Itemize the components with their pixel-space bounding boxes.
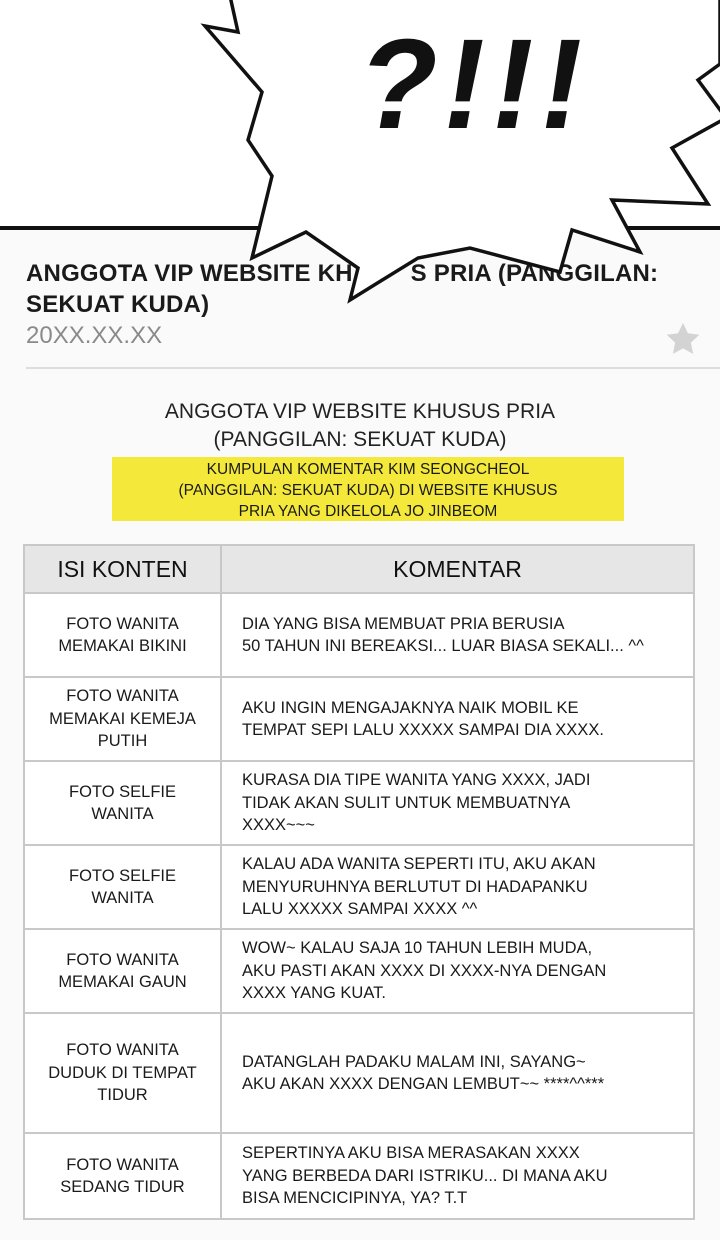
row-category: [24, 1133, 221, 1219]
highlight-caption: [112, 459, 624, 522]
table-row: [24, 845, 694, 929]
comment-line: MENYURUHNYA BERLUTUT DI HADAPANKU: [242, 877, 588, 896]
category-line: FOTO WANITA: [66, 950, 179, 969]
highlight-line2: (PANGGILAN: SEKUAT KUDA) DI WEBSITE KHUSUS: [178, 482, 558, 499]
table-header-row: [24, 545, 694, 593]
category-line: TIDUR: [97, 1086, 148, 1105]
bubble-exclaim: ?!!!: [347, 12, 603, 156]
comment-line: BISA MENCICIPINYA, YA? T.T: [242, 1189, 468, 1208]
category-line: MEMAKAI BIKINI: [58, 637, 187, 655]
comment-line: AKU PASTI AKAN XXXX DI XXXX-NYA DENGAN: [242, 961, 607, 980]
row-category: [24, 929, 221, 1013]
row-category: [24, 677, 221, 761]
table-row: [24, 1133, 694, 1219]
category-line: MEMAKAI GAUN: [58, 973, 187, 991]
table-row: [24, 761, 694, 845]
category-line: FOTO SELFIE: [69, 866, 176, 885]
comment-line: 50 TAHUN INI BEREAKSI... LUAR BIASA SEKALI... ^^: [242, 637, 644, 655]
content-heading-line2: (PANGGILAN: SEKUAT KUDA): [213, 428, 507, 451]
highlight-line1: KUMPULAN KOMENTAR KIM SEONGCHEOL: [206, 461, 530, 478]
row-comment: [221, 677, 694, 761]
table-row: [24, 593, 694, 677]
content-heading: [60, 398, 660, 454]
comment-line: AKU AKAN XXXX DENGAN LEMBUT~~ ****^^***: [242, 1075, 605, 1093]
comment-line: DIA YANG BISA MEMBUAT PRIA BERUSIA: [242, 614, 565, 633]
table-row: [24, 1013, 694, 1133]
post-title-line1-end: S PRIA (PANGGILAN:: [410, 260, 659, 287]
row-comment: [221, 761, 694, 845]
comment-line: TIDAK AKAN SULIT UNTUK MEMBUATNYA: [242, 793, 571, 812]
category-line: FOTO WANITA: [66, 1155, 179, 1174]
row-comment: [221, 1133, 694, 1219]
header-content: ISI KONTEN: [24, 545, 221, 593]
category-line: FOTO WANITA: [66, 1041, 179, 1060]
row-category: [24, 593, 221, 677]
category-line: SEDANG TIDUR: [60, 1178, 185, 1196]
comment-line: KURASA DIA TIPE WANITA YANG XXXX, JADI: [242, 771, 591, 790]
category-line: FOTO SELFIE: [69, 782, 176, 801]
post-title-line2: SEKUAT KUDA): [26, 291, 210, 318]
category-line: DUDUK DI TEMPAT: [48, 1063, 197, 1082]
header-comment: KOMENTAR: [221, 545, 694, 593]
comment-line: YANG BERBEDA DARI ISTRIKU... DI MANA AKU: [242, 1166, 608, 1185]
comment-line: XXXX~~~: [242, 816, 315, 835]
comment-line: LALU XXXXX SAMPAI XXXX ^^: [242, 900, 478, 919]
category-line: MEMAKAI KEMEJA: [49, 709, 196, 728]
post-divider: [26, 367, 720, 369]
comment-line: SEPERTINYA AKU BISA MERASAKAN XXXX: [242, 1144, 580, 1163]
content-heading-line1: ANGGOTA VIP WEBSITE KHUSUS PRIA: [164, 400, 556, 423]
comment-line: TEMPAT SEPI LALU XXXXX SAMPAI DIA XXXX.: [242, 721, 604, 739]
post-date: 20XX.XX.XX: [26, 322, 163, 349]
category-line: PUTIH: [97, 732, 148, 751]
row-category: [24, 761, 221, 845]
category-line: WANITA: [91, 889, 154, 907]
row-comment: [221, 845, 694, 929]
table-row: [24, 677, 694, 761]
row-category: [24, 845, 221, 929]
comment-line: WOW~ KALAU SAJA 10 TAHUN LEBIH MUDA,: [242, 939, 593, 958]
row-comment: [221, 1013, 694, 1133]
star-icon[interactable]: [664, 320, 702, 358]
comment-line: XXXX YANG KUAT.: [242, 984, 386, 1003]
category-line: FOTO WANITA: [66, 614, 179, 633]
row-category: [24, 1013, 221, 1133]
speech-bubble: [0, 0, 720, 320]
comment-line: AKU INGIN MENGAJAKNYA NAIK MOBIL KE: [242, 698, 579, 717]
table-row: [24, 929, 694, 1013]
comment-table: [23, 544, 695, 1220]
comment-line: KALAU ADA WANITA SEPERTI ITU, AKU AKAN: [242, 855, 596, 874]
row-comment: [221, 593, 694, 677]
highlight-line3: PRIA YANG DIKELOLA JO JINBEOM: [238, 503, 498, 520]
category-line: FOTO WANITA: [66, 687, 179, 706]
row-comment: [221, 929, 694, 1013]
comment-line: DATANGLAH PADAKU MALAM INI, SAYANG~: [242, 1052, 586, 1071]
post-title-line1: ANGGOTA VIP WEBSITE KH: [26, 260, 353, 287]
category-line: WANITA: [91, 805, 154, 823]
